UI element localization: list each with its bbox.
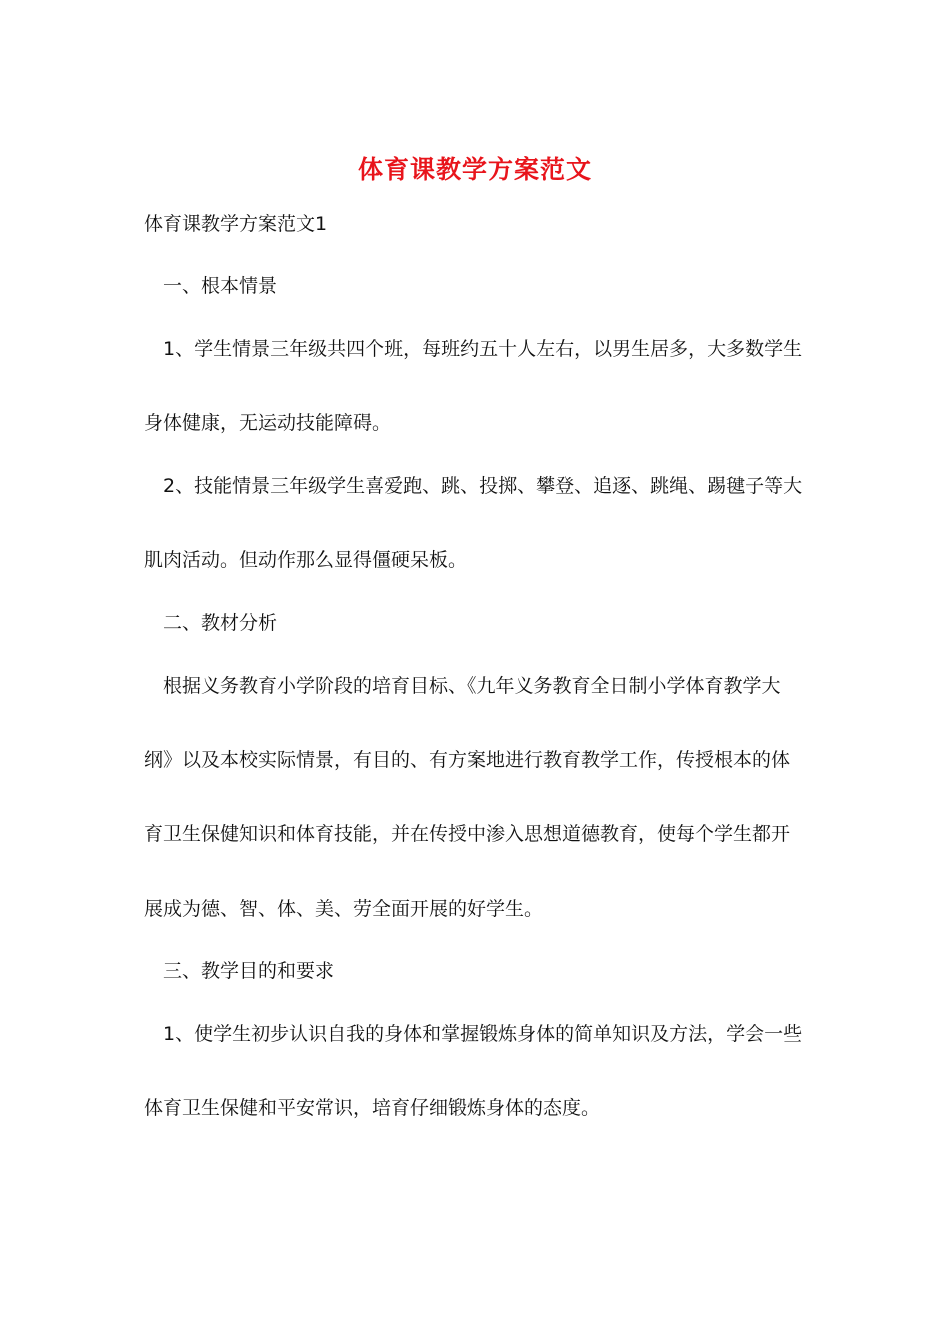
paragraph-line: 2、技能情景三年级学生喜爱跑、跳、投掷、攀登、追逐、跳绳、踢毽子等大 <box>163 475 803 497</box>
paragraph-line: 展成为德、智、体、美、劳全面开展的好学生。 <box>144 898 544 920</box>
section-heading: 二、教材分析 <box>163 612 278 634</box>
paragraph-line: 纲》以及本校实际情景，有目的、有方案地进行教育教学工作，传授根本的体 <box>144 749 791 771</box>
paragraph-line: 育卫生保健知识和体育技能，并在传授中渗入思想道德教育，使每个学生都开 <box>144 823 791 845</box>
paragraph-line: 体育卫生保健和平安常识，培育仔细锻炼身体的态度。 <box>144 1097 601 1119</box>
paragraph-line: 肌肉活动。但动作那么显得僵硬呆板。 <box>144 549 468 571</box>
section-heading: 一、根本情景 <box>163 275 278 297</box>
section-heading: 三、教学目的和要求 <box>163 960 335 982</box>
document-subtitle: 体育课教学方案范文1 <box>144 213 328 235</box>
document-title: 体育课教学方案范文 <box>357 155 592 184</box>
paragraph-line: 根据义务教育小学阶段的培育目标、《九年义务教育全日制小学体育教学大 <box>163 675 781 697</box>
paragraph-line: 身体健康，无运动技能障碍。 <box>144 412 392 434</box>
paragraph-line: 1、使学生初步认识自我的身体和掌握锻炼身体的简单知识及方法，学会一些 <box>163 1023 803 1045</box>
paragraph-line: 1、学生情景三年级共四个班，每班约五十人左右，以男生居多，大多数学生 <box>163 338 803 360</box>
